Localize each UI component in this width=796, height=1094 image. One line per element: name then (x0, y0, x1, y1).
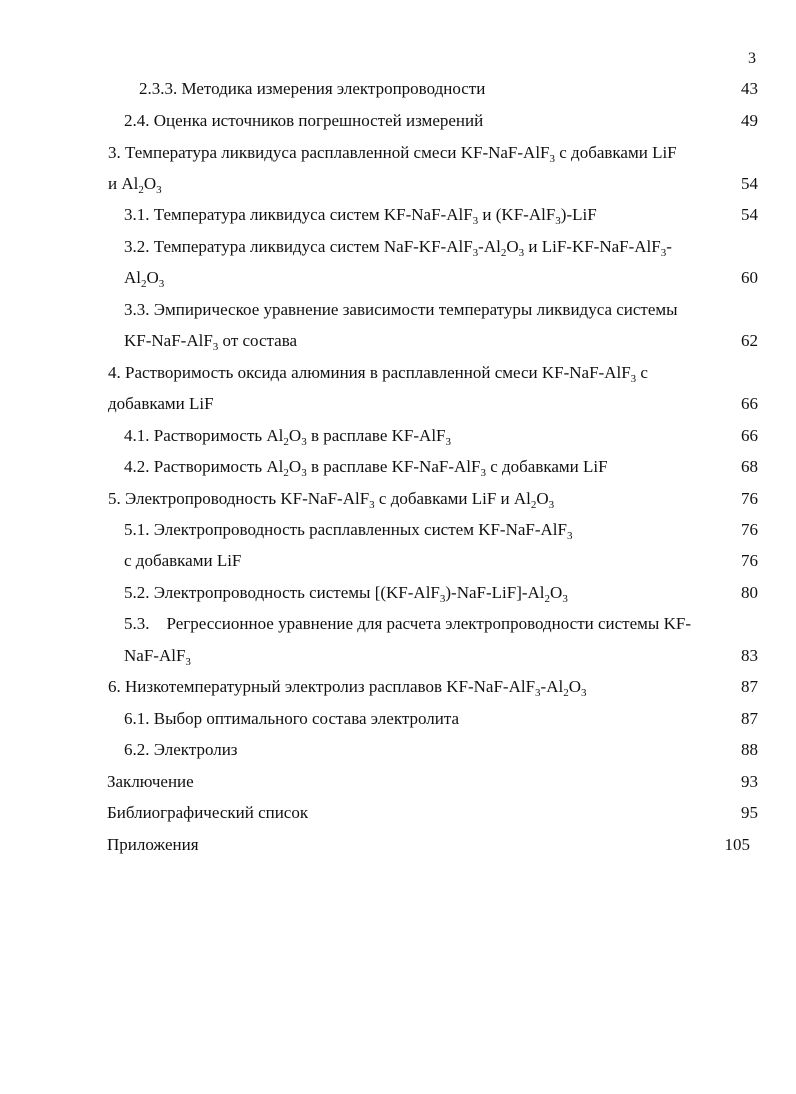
toc-line-4 (0, 358, 796, 388)
toc-line-6-1 (0, 704, 796, 734)
toc-entry-text: 3.1. Температура ликвидуса систем KF-NaF-AlF$_3$ и (KF-AlF$_3$)-LiF (124, 205, 597, 227)
toc-line-appendices (0, 830, 796, 860)
toc-line-conclusion (0, 767, 796, 797)
toc-line-3-2 (0, 232, 796, 262)
toc-entry-text: 5.2. Электропроводность системы $[(KF-AlF_3)-NaF-LiF]-Al_2O_3$ (124, 583, 568, 605)
toc-entry-text: с добавками LiF (124, 551, 242, 570)
toc-entry-text: Библиографический список (107, 803, 309, 822)
toc-line-5-3 (0, 609, 796, 639)
toc-entry-text: 5.1. Электропроводность расплавленных систем KF-NaF-AlF$_3$ (124, 520, 573, 542)
toc-entry-page: 43 (741, 79, 758, 98)
toc-entry-text: Заключение (107, 772, 194, 791)
toc-entry-page: 62 (741, 331, 758, 350)
toc-line-3-3-cont (0, 326, 796, 356)
toc-entry-page: 93 (741, 772, 758, 791)
toc-entry-page: 105 (724, 835, 750, 854)
toc-line-3-cont (0, 169, 796, 199)
toc-line-6 (0, 672, 796, 702)
toc-entry-text: добавками LiF (108, 394, 214, 413)
toc-entry-page: 68 (741, 457, 758, 476)
toc-line-5 (0, 484, 796, 514)
toc-entry-text: 6. Низкотемпературный электролиз расплавов $KF-NaF-AlF_3-Al_2O_3$ (108, 677, 587, 699)
toc-line-3-3 (0, 295, 796, 325)
toc-line-2-3-3 (0, 74, 796, 104)
toc-entry-text: KF-NaF-AlF$_3$ от состава (124, 331, 298, 353)
toc-entry-text: 2.4. Оценка источников погрешностей измерений (124, 111, 484, 130)
toc-entry-text: 4.1. Растворимость $Al_2O_3$ в расплаве KF-AlF$_3$ (124, 426, 452, 448)
toc-line-2-4 (0, 106, 796, 136)
toc-entry-text: 6.1. Выбор оптимального состава электролита (124, 709, 460, 728)
toc-entry-page: 95 (741, 803, 758, 822)
toc-line-4-1 (0, 421, 796, 451)
toc-entry-text: 4. Растворимость оксида алюминия в расплавленной смеси KF-NaF-AlF$_3$ с (108, 363, 648, 385)
toc-entry-page: 87 (741, 677, 758, 696)
toc-entry-text: $Al_2O_3$ (124, 268, 165, 290)
toc-entry-page: 88 (741, 740, 758, 759)
toc-entry-page: 76 (741, 551, 758, 570)
toc-entry-text: 3.3. Эмпирическое уравнение зависимости температуры ликвидуса системы (124, 300, 678, 319)
toc-entry-text: 6.2. Электролиз (124, 740, 238, 759)
toc-entry-text: Приложения (107, 835, 199, 854)
toc-line-5-1-cont (0, 546, 796, 576)
toc-entry-page: 76 (741, 520, 758, 539)
toc-entry-page: 49 (741, 111, 758, 130)
toc-line-4-2 (0, 452, 796, 482)
toc-line-3 (0, 138, 796, 168)
toc-entry-text: 5.3. Регрессионное уравнение для расчета электропроводности системы KF- (124, 614, 691, 633)
page-number: 3 (748, 50, 756, 67)
toc-entry-page: 76 (741, 489, 758, 508)
toc-entry-page: 54 (741, 174, 758, 193)
toc-entry-text: 4.2. Растворимость $Al_2O_3$ в расплаве KF-NaF-AlF$_3$ с добавками LiF (124, 457, 608, 479)
toc-line-bibliography (0, 798, 796, 828)
toc-line-3-1 (0, 200, 796, 230)
toc-entry-page: 80 (741, 583, 758, 602)
toc-entry-page: 83 (741, 646, 758, 665)
toc-entry-text: 3. Температура ликвидуса расплавленной смеси KF-NaF-AlF$_3$ с добавками LiF (108, 143, 677, 165)
toc-entry-page: 66 (741, 426, 758, 445)
toc-line-3-2-cont (0, 263, 796, 293)
toc-entry-text: 2.3.3. Методика измерения электропроводности (139, 79, 486, 98)
toc-entry-text: и $Al_2O_3$ (108, 174, 162, 196)
toc-entry-page: 87 (741, 709, 758, 728)
toc-line-5-1 (0, 515, 796, 545)
toc-entry-text: 5. Электропроводность KF-NaF-AlF$_3$ с добавками LiF и $Al_2O_3$ (108, 489, 555, 511)
toc-entry-page: 54 (741, 205, 758, 224)
toc-entry-page: 60 (741, 268, 758, 287)
toc-entry-text: NaF-AlF$_3$ (124, 646, 191, 668)
toc-entry-page: 66 (741, 394, 758, 413)
toc-line-4-cont (0, 389, 796, 419)
toc-line-5-3-cont (0, 641, 796, 671)
toc-line-5-2 (0, 578, 796, 608)
toc-entry-text: 3.2. Температура ликвидуса систем NaF-$KF-AlF_3-Al_2O_3$ и LiF-KF-NaF-AlF$_3$- (124, 237, 672, 259)
toc-line-6-2 (0, 735, 796, 765)
